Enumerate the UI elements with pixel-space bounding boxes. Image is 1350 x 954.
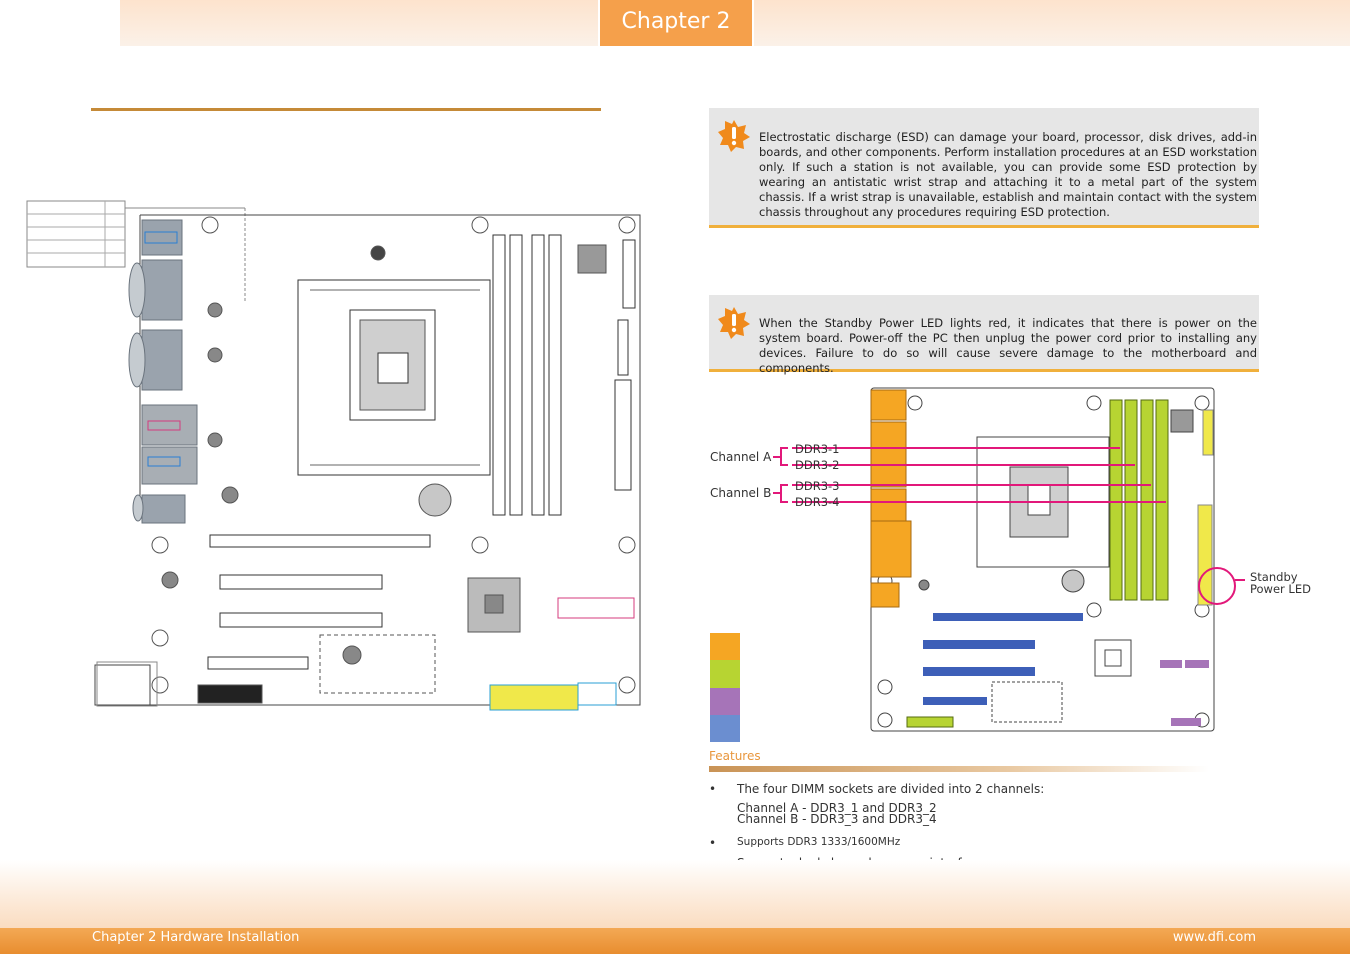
standby-led-warning-text: When the Standby Power LED lights red, it indicates that there is power on the system board. Power-off the PC then unplug the power cord prior to installing any devices. Failure to do so will cause severe damage to the motherboard and components. (759, 316, 1257, 375)
bullet: • (709, 836, 717, 850)
chapter-tab: Chapter 2 (598, 0, 754, 46)
pcie-slot (923, 640, 1035, 649)
features-rule (709, 766, 1209, 772)
channel-a-detail: Channel A - DDR3_1 and DDR3_2 (737, 801, 937, 815)
feature-text: Supports DDR3 1333/1600MHz (737, 836, 901, 848)
dimm-slot-ddr3-3 (1141, 400, 1153, 600)
standby-led-label-line1: Standby (1250, 570, 1298, 584)
legend-swatch-green (710, 660, 740, 688)
dimm-slot-ddr3-1 (1110, 400, 1122, 600)
esd-warning-note (709, 108, 1259, 228)
standby-led-label-line2: Power LED (1250, 582, 1311, 596)
dimm-channel-diagram (705, 385, 1325, 745)
bottom-header (907, 717, 953, 727)
channel-b-detail: Channel B - DDR3_3 and DDR3_4 (737, 812, 937, 826)
channel-a-label: Channel A (710, 450, 772, 464)
ddr3-2-label: DDR3-2 (795, 458, 840, 472)
feature-text: The four DIMM sockets are divided into 2 channels: (737, 782, 1045, 796)
pcie-slot (923, 697, 987, 705)
legend-swatch-purple (710, 688, 740, 715)
section-rule (91, 108, 601, 111)
pcie-slot (923, 667, 1035, 676)
sata-port (1185, 660, 1209, 668)
sata-port (1171, 718, 1201, 726)
io-port-block (871, 390, 906, 420)
io-port-block (871, 521, 911, 577)
dimm-slot-ddr3-4 (1156, 400, 1168, 600)
pcie-slot (933, 613, 1083, 621)
warning-icon (717, 118, 751, 152)
dimm-slot-ddr3-2 (1125, 400, 1137, 600)
features-label: Features (709, 749, 761, 763)
bullet: • (709, 782, 717, 796)
right-header (1203, 410, 1213, 455)
ddr3-1-label: DDR3-1 (795, 442, 840, 456)
io-port-block (871, 422, 906, 487)
footer-website[interactable]: www.dfi.com (1172, 930, 1256, 945)
ddr3-4-label: DDR3-4 (795, 495, 840, 509)
sata-port (1160, 660, 1182, 668)
warning-icon (717, 305, 751, 339)
ddr3-3-label: DDR3-3 (795, 479, 840, 493)
motherboard-layout-drawing (20, 195, 645, 715)
legend-swatch-blue (710, 715, 740, 742)
standby-led-warning-note (709, 295, 1259, 375)
footer-chapter-title: Chapter 2 Hardware Installation (92, 930, 300, 945)
io-port-block (871, 583, 899, 607)
esd-warning-text: Electrostatic discharge (ESD) can damage your board, processor, disk drives, add-in boards, and other components. Perform installation procedures at an ESD workstation only. If such a station is not available, you can provide some ESD protection by wearing an antistatic wrist strap and attaching it to a metal part of the system chassis. If a wrist strap is unavailable, establish and maintain contact with the system chassis throughout any procedures requiring ESD protection. (759, 130, 1257, 219)
legend-swatch-orange (710, 633, 740, 660)
channel-b-label: Channel B (710, 486, 772, 500)
